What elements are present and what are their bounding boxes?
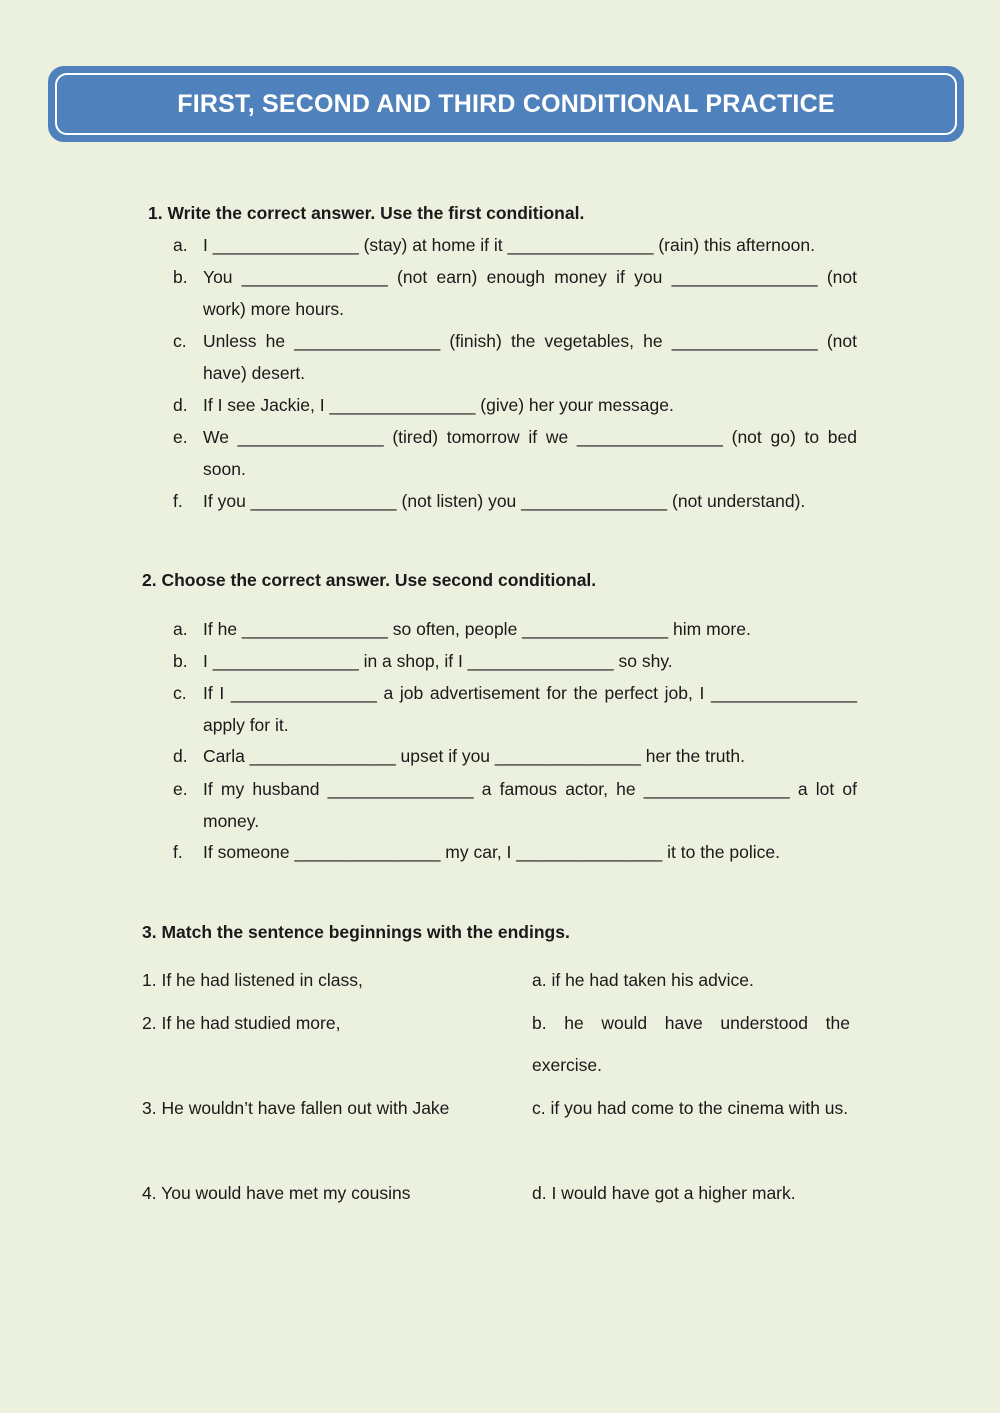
item-text: I _______________ in a shop, if I _______________ so shy.: [203, 651, 673, 671]
section-2-item-f: [173, 836, 857, 868]
section-1-item-c: [173, 325, 857, 389]
item-text: If my husband _______________ a famous actor, he _______________ a lot of money.: [203, 779, 857, 831]
item-text: We _______________ (tired) tomorrow if we _______________ (not go) to bed soon.: [203, 427, 857, 479]
item-letter: a.: [173, 619, 188, 639]
match-beginning-2: 2. If he had studied more,: [142, 1013, 341, 1033]
item-letter: c.: [173, 331, 187, 351]
match-ending-b: b. he would have understood the exercise.: [532, 1013, 850, 1075]
item-text: If he _______________ so often, people _______________ him more.: [203, 619, 751, 639]
item-letter: a.: [173, 235, 188, 255]
title-banner: [48, 66, 964, 142]
item-letter: e.: [173, 779, 188, 799]
item-letter: b.: [173, 651, 188, 671]
section-1-heading: 1. Write the correct answer. Use the first conditional.: [148, 203, 585, 223]
section-1-item-a: [173, 229, 857, 261]
item-letter: c.: [173, 683, 187, 703]
section-1-item-d: [173, 389, 857, 421]
match-beginning-1: 1. If he had listened in class,: [142, 970, 363, 990]
item-letter: e.: [173, 427, 188, 447]
section-1-item-f: [173, 485, 857, 517]
section-1-item-b: [173, 261, 857, 325]
item-text: Carla _______________ upset if you _______________ her the truth.: [203, 746, 745, 766]
item-text: If I see Jackie, I _______________ (give) her your message.: [203, 395, 674, 415]
section-2-heading: 2. Choose the correct answer. Use second conditional.: [142, 570, 597, 590]
match-beginning-3: 3. He wouldn’t have fallen out with Jake: [142, 1098, 450, 1118]
item-text: If you _______________ (not listen) you _______________ (not understand).: [203, 491, 806, 511]
item-text: You _______________ (not earn) enough money if you _______________ (not work) more hours.: [203, 267, 857, 319]
section-1-item-e: [173, 421, 857, 485]
item-letter: b.: [173, 267, 188, 287]
item-letter: d.: [173, 746, 188, 766]
section-2-item-c: [173, 677, 857, 741]
page-title: FIRST, SECOND AND THIRD CONDITIONAL PRACTICE: [177, 89, 835, 118]
section-2-item-e: [173, 773, 857, 837]
section-3-heading: 3. Match the sentence beginnings with the endings.: [142, 922, 570, 942]
item-text: Unless he _______________ (finish) the vegetables, he _______________ (not have) desert.: [203, 331, 857, 383]
item-text: If someone _______________ my car, I _______________ it to the police.: [203, 842, 780, 862]
item-letter: d.: [173, 395, 188, 415]
match-ending-d: d. I would have got a higher mark.: [532, 1183, 796, 1203]
section-2-item-b: [173, 645, 857, 677]
item-letter: f.: [173, 842, 183, 862]
item-text: I _______________ (stay) at home if it _______________ (rain) this afternoon.: [203, 235, 815, 255]
section-2-item-a: [173, 613, 857, 645]
title-banner-inner-border: [55, 73, 957, 135]
item-text: If I _______________ a job advertisement for the perfect job, I _______________ apply for it.: [203, 683, 857, 735]
match-ending-a: a. if he had taken his advice.: [532, 970, 754, 990]
item-letter: f.: [173, 491, 183, 511]
match-ending-c: c. if you had come to the cinema with us.: [532, 1098, 849, 1118]
section-2-item-d: [173, 740, 857, 772]
match-beginning-4: 4. You would have met my cousins: [142, 1183, 411, 1203]
